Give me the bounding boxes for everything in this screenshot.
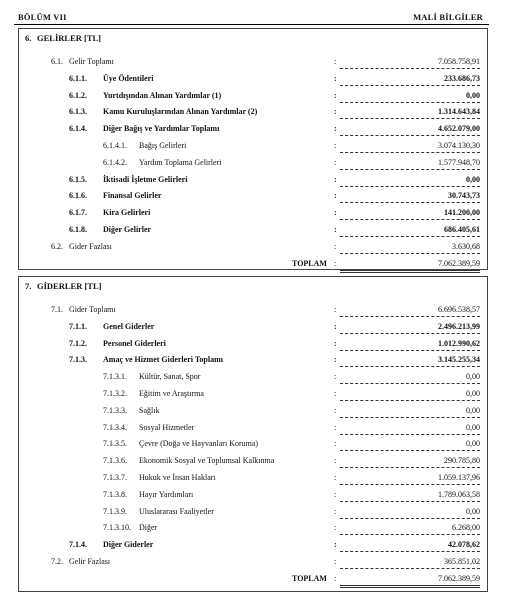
line-number: 7.1.3.4. [103,422,127,432]
line-number: 6.2. [51,241,63,251]
income-section-title: GELİRLER [TL] [37,33,101,43]
income-row [19,89,487,103]
colon-separator: : [334,174,337,184]
line-number: 7.1. [51,305,63,314]
colon-separator: : [334,506,337,516]
line-amount: 1.577.948,70 [340,156,480,170]
line-label: Gider Toplamı [69,305,116,314]
line-amount: 365.851,02 [340,555,480,569]
colon-separator: : [334,573,337,583]
line-label: Gelir Fazlası [69,557,111,566]
line-label: Çevre (Doğa ve Hayvanları Koruma) [139,439,259,449]
line-number: 7.1.3. [69,355,87,365]
colon-separator: : [334,241,337,251]
line-amount: 30.743,73 [340,189,480,203]
line-label: Diğer Giderler [103,540,154,550]
colon-separator: : [334,355,337,365]
income-row [19,72,487,86]
line-amount: 1.059.137,96 [340,471,480,485]
page-section-title: MALİ BİLGİLER [413,12,483,22]
line-number: 7.1.3.8. [103,489,127,499]
income-row [19,122,487,136]
line-amount: 1.314.643,84 [340,105,480,119]
colon-separator: : [334,389,337,398]
expense-row [19,521,487,535]
line-label: Finansal Gelirler [103,191,162,201]
line-label: Gelir Toplamı [69,57,114,66]
line-amount: 1.789.063,58 [340,488,480,502]
expense-row [19,437,487,451]
total-amount: 7.062.389,59 [340,572,480,588]
line-number: 7.1.3.5. [103,439,127,449]
expense-row [19,555,487,569]
expense-section-number: 7. [25,281,32,291]
line-label: Kamu Kuruluşlarından Alınan Yardımlar (2) [103,107,258,117]
income-row [19,240,487,254]
colon-separator: : [334,321,337,331]
colon-separator: : [334,338,337,348]
line-label: Sosyal Hizmetler [139,422,195,432]
colon-separator: : [334,372,337,382]
line-amount: 4.652.079,00 [340,122,480,136]
line-number: 7.1.3.3. [103,405,127,415]
line-label: Eğitim ve Araştırma [139,389,204,398]
line-number: 7.1.3.7. [103,473,127,482]
total-label: TOPLAM [292,573,327,583]
colon-separator: : [334,191,337,201]
line-number: 7.2. [51,557,63,566]
income-total-row [19,257,487,271]
expense-row [19,337,487,351]
colon-separator: : [334,456,337,466]
colon-separator: : [334,225,337,234]
colon-separator: : [334,523,337,533]
line-amount: 3.630,68 [340,240,480,254]
line-label: Diğer [139,523,158,533]
colon-separator: : [334,473,337,482]
line-label: İktisadi İşletme Gelirleri [103,174,188,184]
line-number: 6.1.5. [69,174,87,184]
line-number: 6.1.6. [69,191,87,201]
line-amount: 6.268,00 [340,521,480,535]
line-label: Diğer Bağış ve Yardımlar Toplamı [103,124,220,134]
line-amount: 686.405,61 [340,223,480,237]
line-label: Hayır Yardımları [139,489,194,499]
line-label: Hukuk ve İnsan Hakları [139,473,216,482]
line-amount: 0,00 [340,404,480,418]
line-number: 7.1.3.9. [103,506,127,516]
line-label: Uluslararası Faaliyetler [139,506,214,516]
line-number: 6.1.2. [69,90,87,100]
line-amount: 0,00 [340,387,480,401]
expense-row [19,320,487,334]
expense-row [19,387,487,401]
line-number: 7.1.3.2. [103,389,127,398]
line-label: Sağlık [139,405,160,415]
line-label: Genel Giderler [103,321,155,331]
colon-separator: : [334,422,337,432]
line-label: Gider Fazlası [69,241,112,251]
expense-row [19,404,487,418]
income-row [19,189,487,203]
line-amount: 290.785,80 [340,454,480,468]
colon-separator: : [334,258,337,268]
expense-row [19,303,487,317]
header-divider [14,24,489,25]
income-section-number: 6. [25,33,32,43]
income-row [19,223,487,237]
line-number: 6.1. [51,57,63,66]
expense-row [19,454,487,468]
colon-separator: : [334,124,337,134]
line-amount: 1.012.990,62 [340,337,480,351]
line-label: Yurtdışından Alınan Yardımlar (1) [103,90,222,100]
line-amount: 233.686,73 [340,72,480,86]
expense-row [19,471,487,485]
colon-separator: : [334,439,337,449]
line-amount: 0,00 [340,89,480,103]
line-label: Üye Ödentileri [103,73,154,83]
expense-row [19,421,487,435]
line-amount: 2.496.213,99 [340,320,480,334]
line-amount: 3.074.130,30 [340,139,480,153]
line-label: Bağış Gelirleri [139,141,187,150]
line-label: Kültür, Sanat, Spor [139,372,201,382]
expense-section [18,276,488,592]
line-label: Diğer Gelirler [103,225,152,234]
line-amount: 0,00 [340,173,480,187]
colon-separator: : [334,489,337,499]
line-number: 7.1.1. [69,321,87,331]
line-amount: 6.696.538,57 [340,303,480,317]
total-label: TOPLAM [292,258,327,268]
line-label: Yardım Toplama Gelirleri [139,157,222,167]
income-row [19,173,487,187]
line-number: 6.1.4.1. [103,141,127,150]
income-section [18,28,488,270]
colon-separator: : [334,557,337,566]
line-label: Amaç ve Hizmet Giderleri Toplamı [103,355,223,365]
line-label: Personel Giderleri [103,338,166,348]
colon-separator: : [334,73,337,83]
expense-row [19,538,487,552]
expense-row [19,505,487,519]
line-number: 6.1.8. [69,225,87,234]
colon-separator: : [334,157,337,167]
line-number: 7.1.3.10. [103,523,131,533]
colon-separator: : [334,405,337,415]
expense-row [19,370,487,384]
expense-row [19,353,487,367]
line-number: 7.1.2. [69,338,87,348]
line-number: 6.1.4. [69,124,87,134]
line-number: 7.1.3.6. [103,456,127,466]
colon-separator: : [334,141,337,150]
expense-section-title: GİDERLER [TL] [37,281,102,291]
total-amount: 7.062.389,59 [340,257,480,273]
line-amount: 7.058.758,91 [340,55,480,69]
line-number: 6.1.4.2. [103,157,127,167]
colon-separator: : [334,540,337,550]
line-amount: 0,00 [340,505,480,519]
line-amount: 0,00 [340,421,480,435]
line-number: 6.1.1. [69,73,87,83]
income-row [19,139,487,153]
colon-separator: : [334,57,337,66]
chapter-label: BÖLÜM VII [18,12,67,22]
line-amount: 0,00 [340,370,480,384]
line-amount: 0,00 [340,437,480,451]
line-number: 7.1.3.1. [103,372,127,382]
income-row [19,206,487,220]
colon-separator: : [334,208,337,218]
expense-row [19,488,487,502]
line-number: 7.1.4. [69,540,87,550]
income-row [19,105,487,119]
expense-total-row [19,572,487,586]
income-row [19,156,487,170]
colon-separator: : [334,305,337,314]
income-row [19,55,487,69]
line-amount: 42.078,62 [340,538,480,552]
line-amount: 141.200,00 [340,206,480,220]
line-amount: 3.145.255,34 [340,353,480,367]
line-number: 6.1.3. [69,107,87,117]
line-number: 6.1.7. [69,208,87,218]
colon-separator: : [334,107,337,117]
line-label: Kira Gelirleri [103,208,151,218]
colon-separator: : [334,90,337,100]
line-label: Ekonomik Sosyal ve Toplumsal Kalkınma [139,456,275,466]
